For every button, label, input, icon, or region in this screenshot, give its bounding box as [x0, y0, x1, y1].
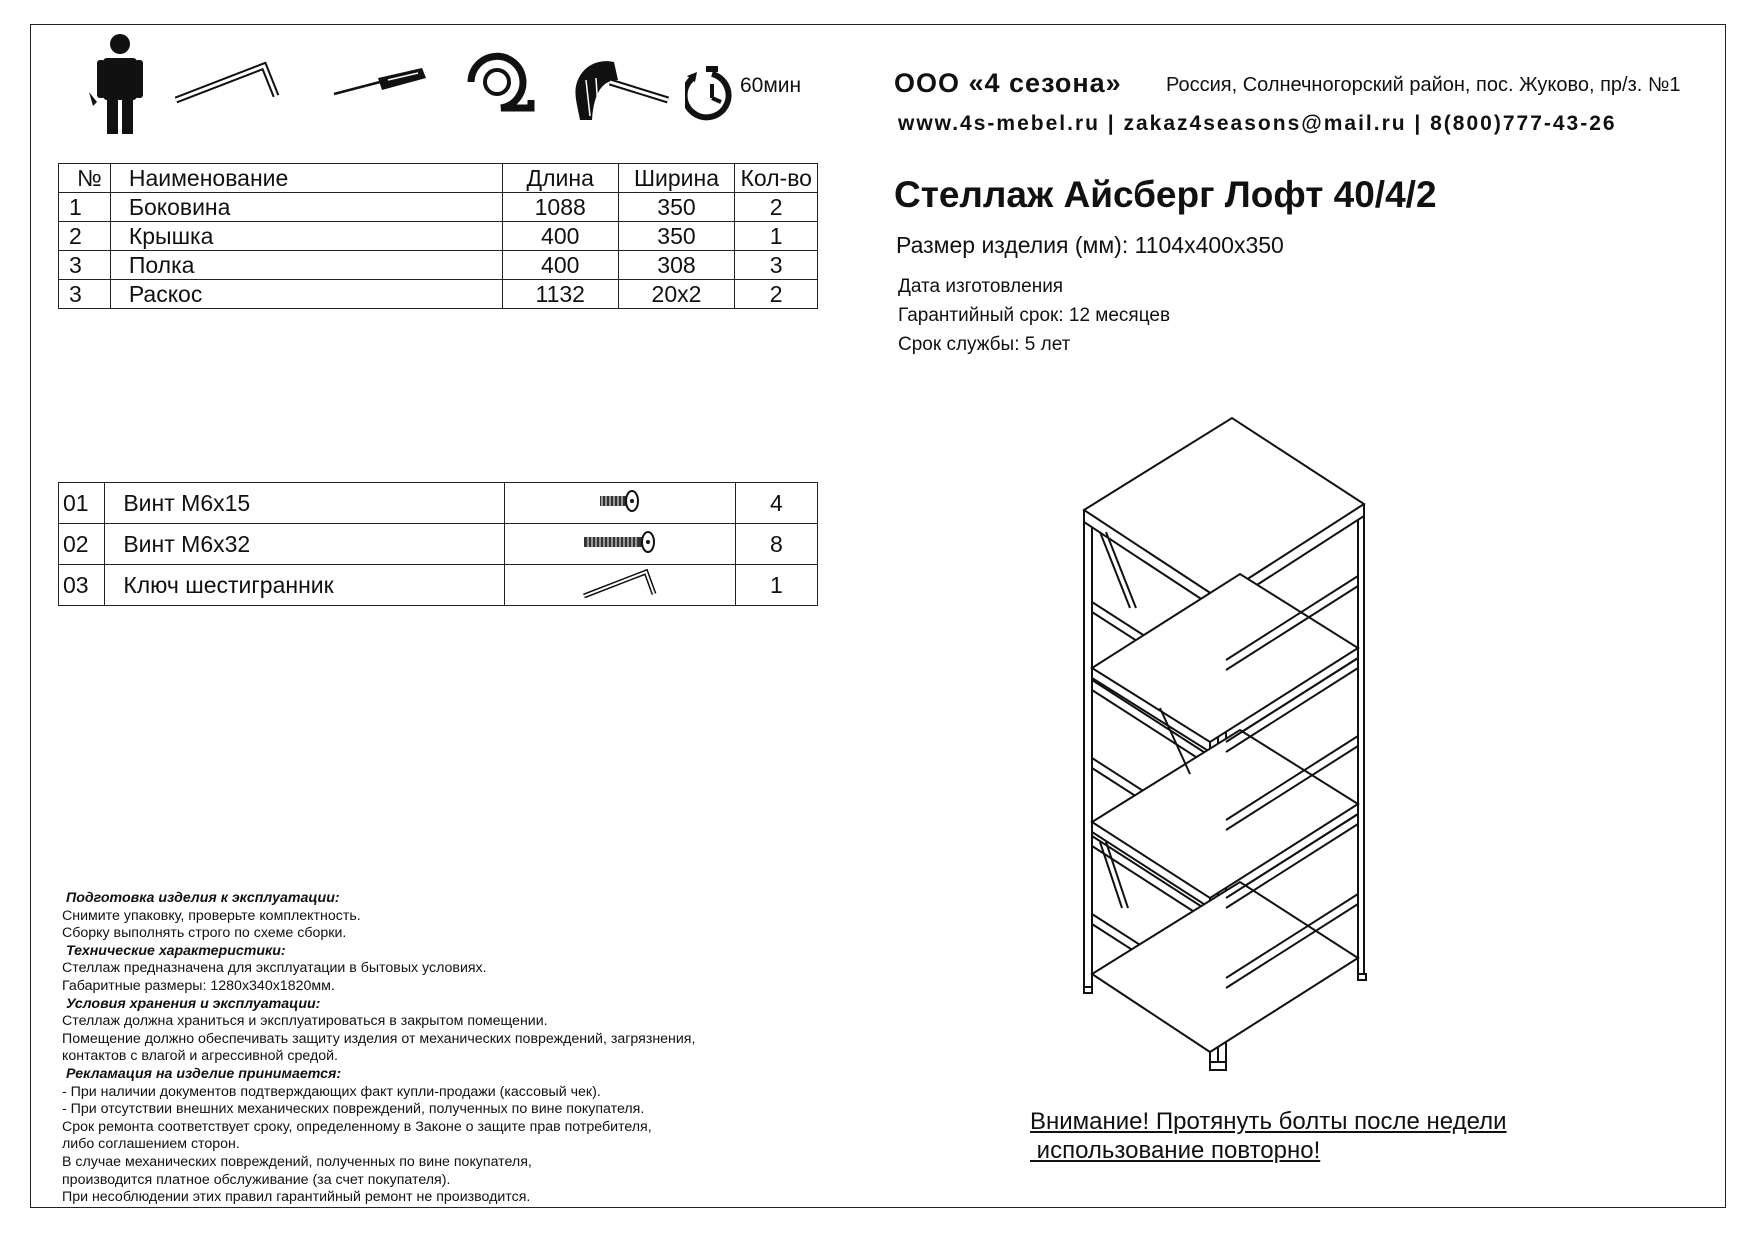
part-number: 2 — [59, 222, 111, 251]
manufacture-date: Дата изготовления — [898, 276, 1064, 297]
warning-note — [1030, 1107, 1507, 1165]
parts-header-row — [59, 164, 818, 193]
person-icon — [85, 32, 155, 136]
hardware-picture-cell — [504, 483, 735, 524]
instruction-line: - При отсутствии внешних механических повреждений, полученных по вине покупателя. — [62, 1101, 645, 1118]
col-header-length: Длина — [502, 164, 618, 193]
instruction-line: - При наличии документов подтверждающих факт купли-продажи (кассовый чек). — [62, 1083, 601, 1100]
hardware-qty: 1 — [735, 565, 817, 606]
instruction-heading: Условия хранения и эксплуатации: — [66, 995, 321, 1012]
hex-key-icon — [172, 58, 282, 108]
parts-table — [58, 163, 818, 309]
instruction-line: При несоблюдении этих правил гарантийный ремонт не производится. — [62, 1189, 531, 1206]
col-header-width: Ширина — [618, 164, 735, 193]
product-size: Размер изделия (мм): 1104х400х350 — [896, 232, 1284, 258]
part-name: Крышка — [110, 222, 502, 251]
company-address: Россия, Солнечногорский район, пос. Жуково, пр/з. №1 — [1166, 74, 1681, 96]
instruction-heading: Подготовка изделия к эксплуатации: — [66, 890, 340, 906]
part-name: Боковина — [110, 193, 502, 222]
table-row — [59, 222, 818, 251]
col-header-name: Наименование — [110, 164, 502, 193]
instructions — [62, 890, 842, 1207]
part-qty: 3 — [735, 251, 818, 280]
instruction-line: Стеллаж должна храниться и эксплуатироваться в закрытом помещении. — [62, 1013, 548, 1030]
company-contacts: www.4s-mebel.ru | zakaz4seasons@mail.ru | 8(800)777-43-26 — [898, 112, 1617, 135]
hardware-code: 03 — [59, 565, 105, 606]
hardware-name: Винт М6х15 — [105, 483, 505, 524]
col-header-number: № — [59, 164, 111, 193]
part-number: 3 — [59, 251, 111, 280]
hammer-icon — [570, 50, 670, 132]
product-title: Стеллаж Айсберг Лофт 40/4/2 — [894, 174, 1437, 215]
part-length: 1088 — [502, 193, 618, 222]
table-row — [59, 251, 818, 280]
instruction-heading: Технические характеристики: — [66, 942, 286, 959]
hardware-qty: 4 — [735, 483, 817, 524]
part-number: 3 — [59, 280, 111, 309]
part-number: 1 — [59, 193, 111, 222]
hardware-code: 02 — [59, 524, 105, 565]
part-length: 400 — [502, 251, 618, 280]
company-name: ООО «4 сезона» — [894, 68, 1122, 98]
instruction-line: Стеллаж предназначена для эксплуатации в бытовых условиях. — [62, 960, 487, 977]
table-row — [59, 483, 818, 524]
hardware-picture-cell — [504, 524, 735, 565]
instruction-line: В случае механических повреждений, полученных по вине покупателя, — [62, 1153, 532, 1170]
part-width: 20х2 — [618, 280, 735, 309]
part-qty: 2 — [735, 193, 818, 222]
short-screw-icon — [598, 489, 642, 513]
part-width: 350 — [618, 222, 735, 251]
shelf-drawing — [1070, 412, 1370, 1072]
instruction-line: Срок ремонта соответствует сроку, определенному в Законе о защите прав потребителя, — [62, 1118, 652, 1135]
instruction-heading: Рекламация на изделие принимается: — [66, 1065, 342, 1082]
tools-row — [75, 30, 835, 140]
col-header-qty: Кол-во — [735, 164, 818, 193]
screwdriver-icon — [330, 66, 430, 100]
table-row — [59, 280, 818, 309]
hardware-name: Винт М6х32 — [105, 524, 505, 565]
assembly-time: 60мин — [740, 74, 802, 97]
instruction-line: либо соглашением сторон. — [62, 1136, 240, 1153]
part-width: 308 — [618, 251, 735, 280]
warranty-period: Гарантийный срок: 12 месяцев — [898, 305, 1171, 326]
table-row — [59, 524, 818, 565]
warning-line-1: Внимание! Протянуть болты после недели — [1030, 1108, 1507, 1135]
instruction-line: Габаритные размеры: 1280х340х1820мм. — [62, 977, 335, 994]
instruction-line: Помещение должно обеспечивать защиту изделия от механических повреждений, загрязнения, — [62, 1030, 696, 1047]
instruction-line: Сборку выполнять строго по схеме сборки. — [62, 925, 347, 942]
hex-key-icon — [580, 566, 660, 600]
instruction-line: контактов с влагой и агрессивной средой. — [62, 1048, 338, 1065]
table-row — [59, 193, 818, 222]
service-life: Срок службы: 5 лет — [898, 334, 1071, 355]
warning-line-2: использование повторно! — [1030, 1137, 1321, 1164]
part-width: 350 — [618, 193, 735, 222]
part-name: Раскос — [110, 280, 502, 309]
hardware-picture-cell — [504, 565, 735, 606]
instruction-line: Снимите упаковку, проверьте комплектность. — [62, 907, 361, 924]
part-qty: 2 — [735, 280, 818, 309]
hardware-table — [58, 482, 818, 606]
tape-measure-icon — [465, 52, 535, 116]
stopwatch-icon — [685, 64, 741, 122]
hardware-code: 01 — [59, 483, 105, 524]
long-screw-icon — [582, 530, 658, 554]
part-length: 400 — [502, 222, 618, 251]
table-row — [59, 565, 818, 606]
hardware-name: Ключ шестигранник — [105, 565, 505, 606]
part-qty: 1 — [735, 222, 818, 251]
product-meta — [898, 272, 1170, 359]
hardware-qty: 8 — [735, 524, 817, 565]
part-length: 1132 — [502, 280, 618, 309]
instruction-line: производится платное обслуживание (за счет покупателя). — [62, 1171, 451, 1188]
part-name: Полка — [110, 251, 502, 280]
